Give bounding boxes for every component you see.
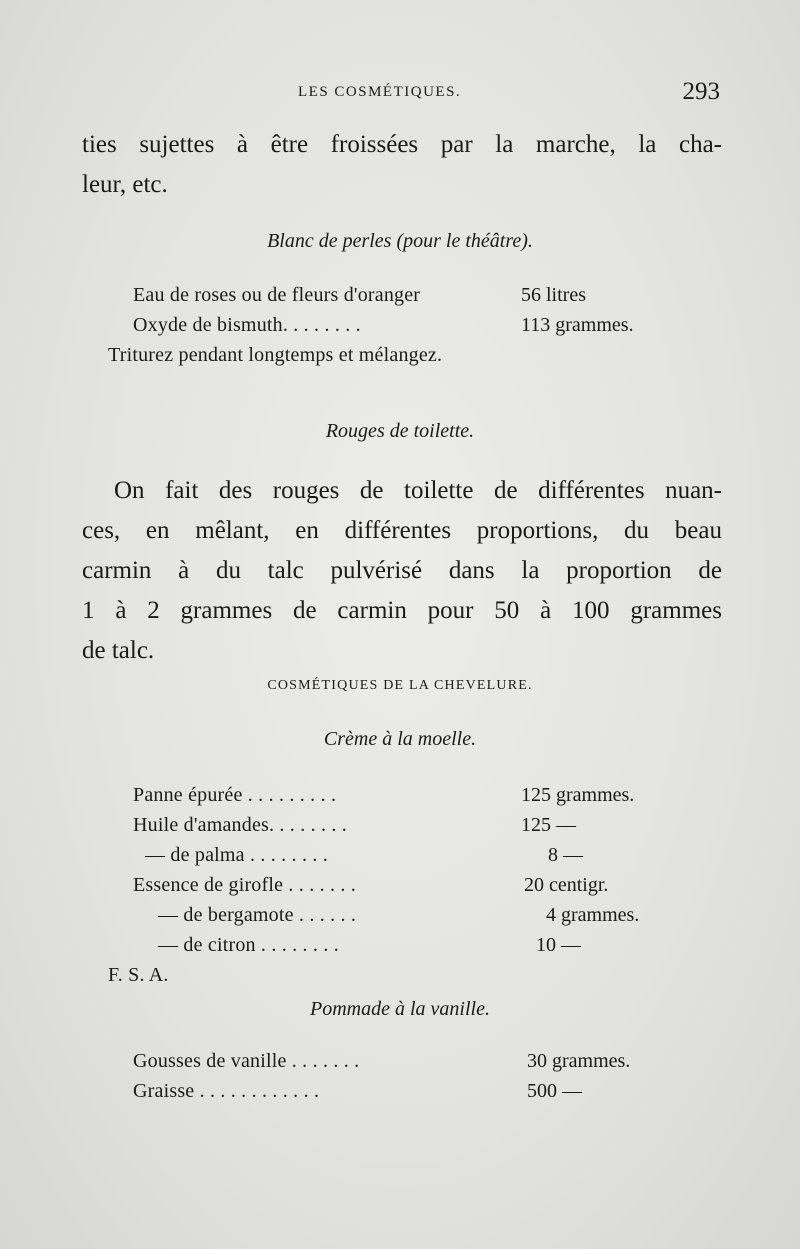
ingredient-row (0, 934, 800, 964)
recipe-blanc (0, 284, 800, 374)
ingredient-row (0, 1080, 800, 1110)
text-line: ties sujettes à être froissées par la marche, la cha- (82, 131, 722, 158)
ingredient-name: Graisse . . . . . . . . . . . . (133, 1080, 320, 1102)
ingredient-qty: 500 — (527, 1080, 582, 1102)
text-line: leur, etc. (82, 171, 168, 198)
ingredient-name: Huile d'amandes. . . . . . . . (133, 814, 348, 836)
recipe-title-blanc: Blanc de perles (pour le théâtre). (267, 230, 533, 252)
ingredient-qty: 8 — (548, 844, 583, 866)
intro-paragraph (82, 125, 722, 205)
instruction-text: Triturez pendant longtemps et mélangez. (108, 344, 443, 366)
ingredient-row (0, 814, 800, 844)
ingredient-qty: 4 grammes. (546, 904, 640, 926)
ingredient-name: Gousses de vanille . . . . . . . (133, 1050, 360, 1072)
ingredient-qty: 125 grammes. (521, 784, 635, 806)
recipe-creme (0, 784, 800, 994)
rouges-paragraph (82, 471, 722, 671)
ingredient-name: Oxyde de bismuth. . . . . . . . (133, 314, 361, 336)
text-line: On fait des rouges de toilette de différentes nuan- (114, 477, 722, 504)
ingredient-qty: 20 centigr. (524, 874, 609, 896)
ingredient-name: Eau de roses ou de fleurs d'oranger (133, 284, 421, 306)
ingredient-qty: 56 litres (521, 284, 586, 306)
text-line: 1 à 2 grammes de carmin pour 50 à 100 grammes (82, 597, 722, 624)
instruction-row (0, 964, 800, 994)
text-line: de talc. (82, 637, 155, 664)
ingredient-row (0, 844, 800, 874)
ingredient-name: — de citron . . . . . . . . (158, 934, 339, 956)
text-line: ces, en mêlant, en différentes proportions, du beau (82, 517, 722, 544)
page-number: 293 (682, 78, 720, 105)
ingredient-row (0, 314, 800, 344)
recipe-title-creme: Crème à la moelle. (323, 728, 477, 750)
ingredient-qty: 113 grammes. (521, 314, 634, 336)
recipe-title-rouges: Rouges de toilette. (325, 420, 475, 442)
recipe-title-pommade: Pommade à la vanille. (310, 998, 490, 1020)
ingredient-qty: 125 — (521, 814, 576, 836)
ingredient-qty: 30 grammes. (527, 1050, 631, 1072)
running-title: LES COSMÉTIQUES. (298, 84, 462, 100)
ingredient-name: Essence de girofle . . . . . . . (133, 874, 357, 896)
section-title: COSMÉTIQUES DE LA CHEVELURE. (267, 678, 533, 693)
ingredient-row (0, 904, 800, 934)
instruction-text: F. S. A. (108, 964, 169, 986)
ingredient-row (0, 1050, 800, 1080)
recipe-pommade (0, 1050, 800, 1110)
ingredient-row (0, 784, 800, 814)
instruction-row (0, 344, 800, 374)
running-head (0, 78, 800, 110)
ingredient-row (0, 284, 800, 314)
ingredient-name: Panne épurée . . . . . . . . . (133, 784, 337, 806)
text-line: carmin à du talc pulvérisé dans la proportion de (82, 557, 722, 584)
ingredient-name: — de bergamote . . . . . . (158, 904, 357, 926)
ingredient-row (0, 874, 800, 904)
ingredient-name: — de palma . . . . . . . . (145, 844, 328, 866)
ingredient-qty: 10 — (536, 934, 581, 956)
